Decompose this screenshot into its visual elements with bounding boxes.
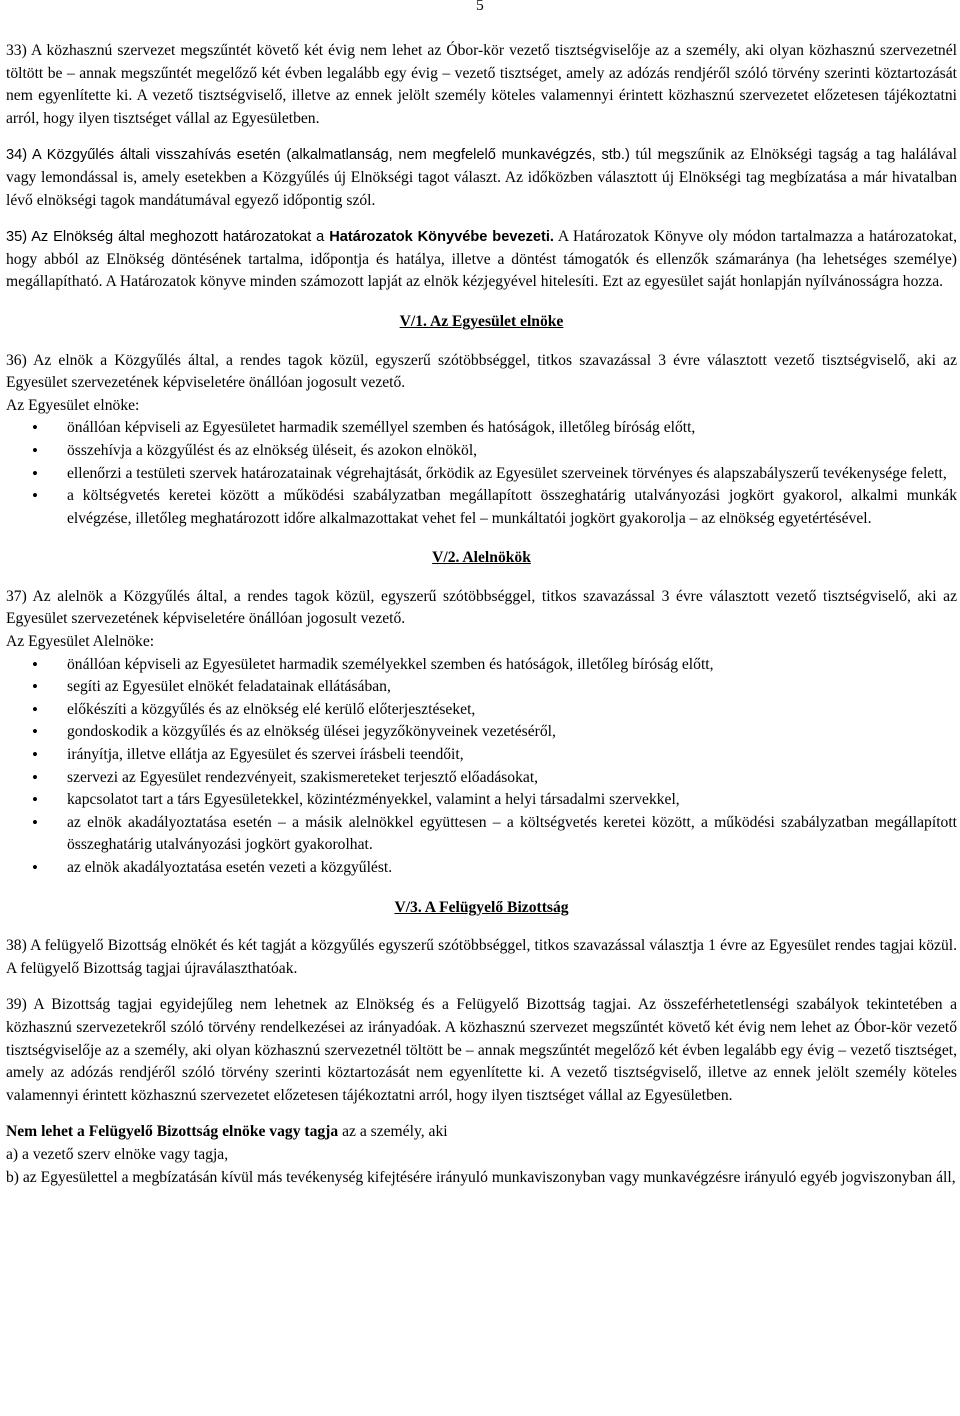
president-intro: Az Egyesület elnöke: bbox=[6, 396, 140, 414]
paragraph-40-bold: Nem lehet a Felügyelő Bizottság elnöke vagy tagja bbox=[6, 1123, 339, 1141]
section-heading-v3: V/3. A Felügyelő Bizottság bbox=[394, 898, 569, 916]
paragraph-34 bbox=[6, 144, 957, 212]
list-item: • előkészíti a közgyűlés és az elnökség elé kerülő előterjesztéseket, bbox=[6, 699, 957, 722]
paragraph-38: 38) A felügyelő Bizottság elnökét és két tagját a közgyűlés egyszerű szótöbbséggel, titkos szavazással választja 1 évre az Egyesület rendes tagjai közül. A felügyelő Bizottság tagjai újraválaszthatóak. bbox=[6, 937, 957, 977]
section-heading-v2: V/2. Alelnökök bbox=[432, 549, 531, 567]
list-item: • önállóan képviseli az Egyesületet harmadik személyekkel szemben és hatóságok, illetőleg bíróság előtt, bbox=[6, 654, 957, 677]
list-item: • az elnök akadályoztatása esetén – a másik alelnökkel együttesen – a költségvetés keretei között, a működési szabályzatban megállapított összeghatárig utalványozási jogkört gyakorolhat. bbox=[6, 812, 957, 857]
document-body bbox=[6, 40, 957, 1189]
list-item: • szervezi az Egyesület rendezvényeit, szakismereteket terjesztő előadásokat, bbox=[6, 767, 957, 790]
paragraph-36: 36) Az elnök a Közgyűlés által, a rendes tagok közül, egyszerű szótöbbséggel, titkos szavazással 3 évre választott vezető tisztségviselő, aki az Egyesület szervezetének képviseletére önállóan jogosult vezető. bbox=[6, 351, 957, 392]
list-item: • az elnök akadályoztatása esetén vezeti a közgyűlést. bbox=[6, 857, 957, 880]
paragraph-34-lead: 34) A Közgyűlés általi visszahívás esetén (alkalmatlanság, nem megfelelő munkavégzés, stb.) bbox=[6, 147, 630, 164]
list-item: • irányítja, illetve ellátja az Egyesület és szervei írásbeli teendőit, bbox=[6, 744, 957, 767]
paragraph-40-item-a: a) a vezető szerv elnöke vagy tagja, bbox=[6, 1145, 229, 1163]
paragraph-33: 33) A közhasznú szervezet megszűntét követő két évig nem lehet az Óbor-kör vezető tisztségviselője az a személy, aki olyan közhasznú szervezetnél töltött be – annak megszűntét megelőző két évben legalább egy évig – vezető tisztséget, amely az adózás rendjéről szóló törvény szerinti köztartozását nem egyenlítette ki. A vezető tisztségviselő, illetve az ennek jelölt személy köteles valamennyi érintett közhasznú szervezetet előzetesen tájékoztatni arról, hogy ilyen tisztséget vállal az Egyesületben. bbox=[6, 42, 957, 127]
paragraph-40 bbox=[6, 1121, 957, 1144]
paragraph-35-bold: Határozatok Könyvébe bevezeti. bbox=[329, 229, 554, 246]
section-heading-v1: V/1. Az Egyesület elnöke bbox=[399, 312, 564, 330]
list-item: • a költségvetés keretei között a működési szabályzatban megállapított összeghatárig utalványozási jogkört gyakorol, alkalmi munkák elvégzése, illetőleg meghatározott időre alkalmazottakat vehet fel – munkáltatói jogkört gyakorolja – az elnökség egyetértésével. bbox=[6, 485, 957, 530]
list-item: • segíti az Egyesület elnökét feladatainak ellátásában, bbox=[6, 676, 957, 699]
page-number: 5 bbox=[476, 0, 484, 14]
list-item: • kapcsolatot tart a társ Egyesületekkel, közintézményekkel, valamint a helyi társadalmi szervekkel, bbox=[6, 789, 957, 812]
paragraph-35 bbox=[6, 226, 957, 294]
president-duties-list bbox=[6, 417, 957, 530]
list-item: • gondoskodik a közgyűlés és az elnökség ülései jegyzőkönyveinek vezetéséről, bbox=[6, 721, 957, 744]
list-item: • ellenőrzi a testületi szervek határozatainak végrehajtását, őrködik az Egyesület szerveinek törvényes és alapszabályszerű tevékenysége felett, bbox=[6, 463, 957, 486]
vice-president-intro: Az Egyesület Alelnöke: bbox=[6, 633, 155, 651]
paragraph-35-lead: 35) Az Elnökség által meghozott határozatokat a bbox=[6, 229, 330, 246]
list-item: • összehívja a közgyűlést és az elnökség üléseit, és azokon elnököl, bbox=[6, 440, 957, 463]
paragraph-39: 39) A Bizottság tagjai egyidejűleg nem lehetnek az Elnökség és a Felügyelő Bizottság tagjai. Az összeférhetetlenségi szabályok tekintetében a közhasznú szervezetekről szóló törvény rendelkezései az irányadóak. A közhasznú szervezet megszűntét követő két évig nem lehet az Óbor-kör vezető tisztségviselője az a személy, aki olyan közhasznú szervezetnél töltött be – annak megszűntét megelőző két évben legalább egy évig – vezető tisztséget, amely az adózás rendjéről szóló törvény szerinti köztartozását nem egyenlítette ki. A vezető tisztségviselő, illetve az ennek jelölt személy köteles valamennyi érintett közhasznú szervezetet előzetesen tájékoztatni arról, hogy ilyen tisztséget vállal az Egyesületben. bbox=[6, 996, 957, 1104]
paragraph-40-item-b: b) az Egyesülettel a megbízatásán kívül más tevékenység kifejtésére irányuló munkaviszonyban vagy munkavégzésre irányuló egyéb jogviszonyban áll, bbox=[6, 1168, 956, 1186]
paragraph-40-rest: az a személy, aki bbox=[338, 1123, 448, 1141]
vice-president-duties-list bbox=[6, 654, 957, 880]
paragraph-34-rest: túl megszűnik az Elnökségi tagság a tag halálával vagy lemondással is, amely esetekben a Közgyűlés új Elnökségi tagot választ. Az időközben választott új Elnökségi tag megbízatása a már hivatalban lévő elnökségi tagok mandátumával egyező időpontig szól. bbox=[6, 146, 957, 209]
list-item: • önállóan képviseli az Egyesületet harmadik személlyel szemben és hatóságok, illetőleg bíróság előtt, bbox=[6, 417, 957, 440]
paragraph-35-rest: A Határozatok Könyve oly módon tartalmazza a határozatokat, hogy abból az Elnökség döntésének tartalma, időpontja és hatálya, illetve a döntést támogatók és ellenzők számaránya (ha lehetséges személye) megállapítható. A Határozatok könyve minden számozott lapját az elnök kézjegyével hitelesíti. Ezt az egyesület saját honlapján nyílvánosságra hozza. bbox=[6, 228, 957, 291]
paragraph-37: 37) Az alelnök a Közgyűlés által, a rendes tagok közül, egyszerű szótöbbséggel, titkos szavazással 3 évre választott vezető tisztségviselő, aki az Egyesület szervezetének képviseletére önállóan jogosult vezető. bbox=[6, 587, 957, 628]
